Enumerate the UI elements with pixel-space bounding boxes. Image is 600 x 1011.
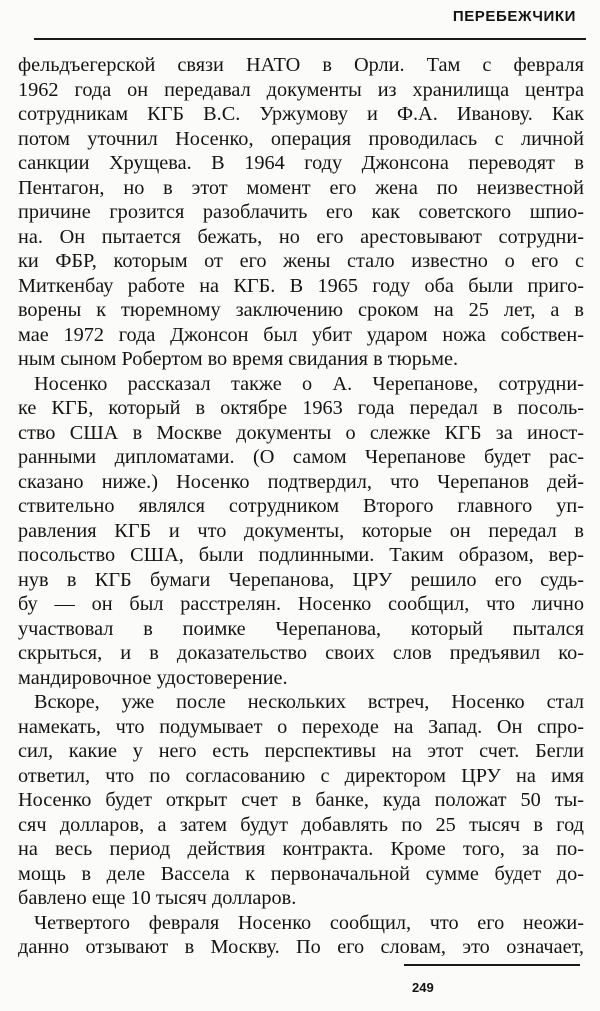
- text-line: Носенко рассказал также о А. Черепанове, сотрудни-: [34, 372, 584, 395]
- text-line: Вскоре, уже после нескольких встреч, Носенко стал: [34, 691, 584, 713]
- text-line: 1962 года он передавал документы из хранилища центра: [18, 78, 584, 101]
- text-line: ки ФБР, которым от его жены стало известно о его с: [18, 250, 584, 272]
- text-line: сил, какие у него есть перспективы на этот счет. Бегли: [18, 740, 584, 762]
- text-line: Миткенбау работе на КГБ. В 1965 году оба были приго-: [18, 274, 584, 297]
- running-header: ПЕРЕБЕЖЧИКИ: [452, 8, 576, 25]
- text-line: ство США в Москве документы о слежке КГБ за иност-: [18, 421, 584, 444]
- header-rule: [34, 38, 586, 40]
- text-line: нув в КГБ бумаги Черепанова, ЦРУ решило его судь-: [18, 568, 584, 591]
- text-line: мощь в деле Вассела к первоначальной сумме будет до-: [18, 862, 584, 885]
- text-line: намекать, что подумывает о переходе на Запад. Он спро-: [18, 715, 584, 738]
- text-line: Пентагон, но в этот момент его жена по неизвестной: [18, 176, 584, 199]
- text-line: бу — он был расстрелян. Носенко сообщил, что лично: [18, 593, 584, 615]
- text-line: ным сыном Робертом во время свидания в тюрьме.: [18, 348, 459, 370]
- text-line: участвовал в поимке Черепанова, который пытался: [18, 617, 584, 640]
- text-line: Четвертого февраля Носенко сообщил, что его неожи-: [34, 911, 584, 934]
- text-line: мандировочное удостоверение.: [18, 666, 288, 689]
- text-line: на. Он пытается бежать, но его арестовывают сотрудни-: [18, 225, 584, 248]
- text-line: ворены к тюремному заключению сроком на 25 лет, а в: [18, 299, 584, 321]
- text-line: данно отзывают в Москву. По его словам, это означает,: [18, 936, 584, 958]
- text-line: ствительно являлся сотрудником Второго главного уп-: [18, 495, 584, 517]
- text-line: скрыться, и в доказательство своих слов предъявил ко-: [18, 642, 584, 664]
- text-line: сяч долларов, а затем будут добавлять по 25 тысяч в год: [18, 813, 584, 836]
- page-body: [18, 53, 584, 960]
- page-number: 249: [412, 980, 434, 995]
- text-line: фельдъегерской связи НАТО в Орли. Там с февраля: [18, 54, 584, 76]
- text-line: санкции Хрущева. В 1964 году Джонсона переводят в: [18, 152, 584, 174]
- text-line: бавлено еще 10 тысяч долларов.: [18, 887, 297, 909]
- text-line: сотрудникам КГБ В.С. Уржумову и Ф.А. Иванову. Как: [18, 103, 584, 125]
- text-line: Носенко будет открыт счет в банке, куда положат 50 ты-: [18, 789, 584, 811]
- text-line: ответил, что по согласованию с директором ЦРУ на имя: [18, 764, 584, 787]
- text-line: ке КГБ, который в октябре 1963 года передал в посоль-: [18, 397, 584, 419]
- text-line: на весь период действия контракта. Кроме того, за по-: [18, 838, 584, 860]
- text-line: посольство США, были подлинными. Таким образом, вер-: [18, 544, 584, 566]
- text-line: причине грозится разоблачить его как советского шпио-: [18, 201, 584, 223]
- text-line: равления КГБ и что документы, которые он передал в: [18, 519, 584, 542]
- text-line: сказано ниже.) Носенко подтвердил, что Черепанов дей-: [18, 470, 584, 493]
- text-line: ранными дипломатами. (О самом Черепанове будет рас-: [18, 446, 584, 468]
- text-line: потом уточнил Носенко, операция проводилась с личной: [18, 127, 584, 150]
- footer-rule: [404, 964, 580, 966]
- text-line: мае 1972 года Джонсон был убит ударом ножа собствен-: [18, 323, 584, 346]
